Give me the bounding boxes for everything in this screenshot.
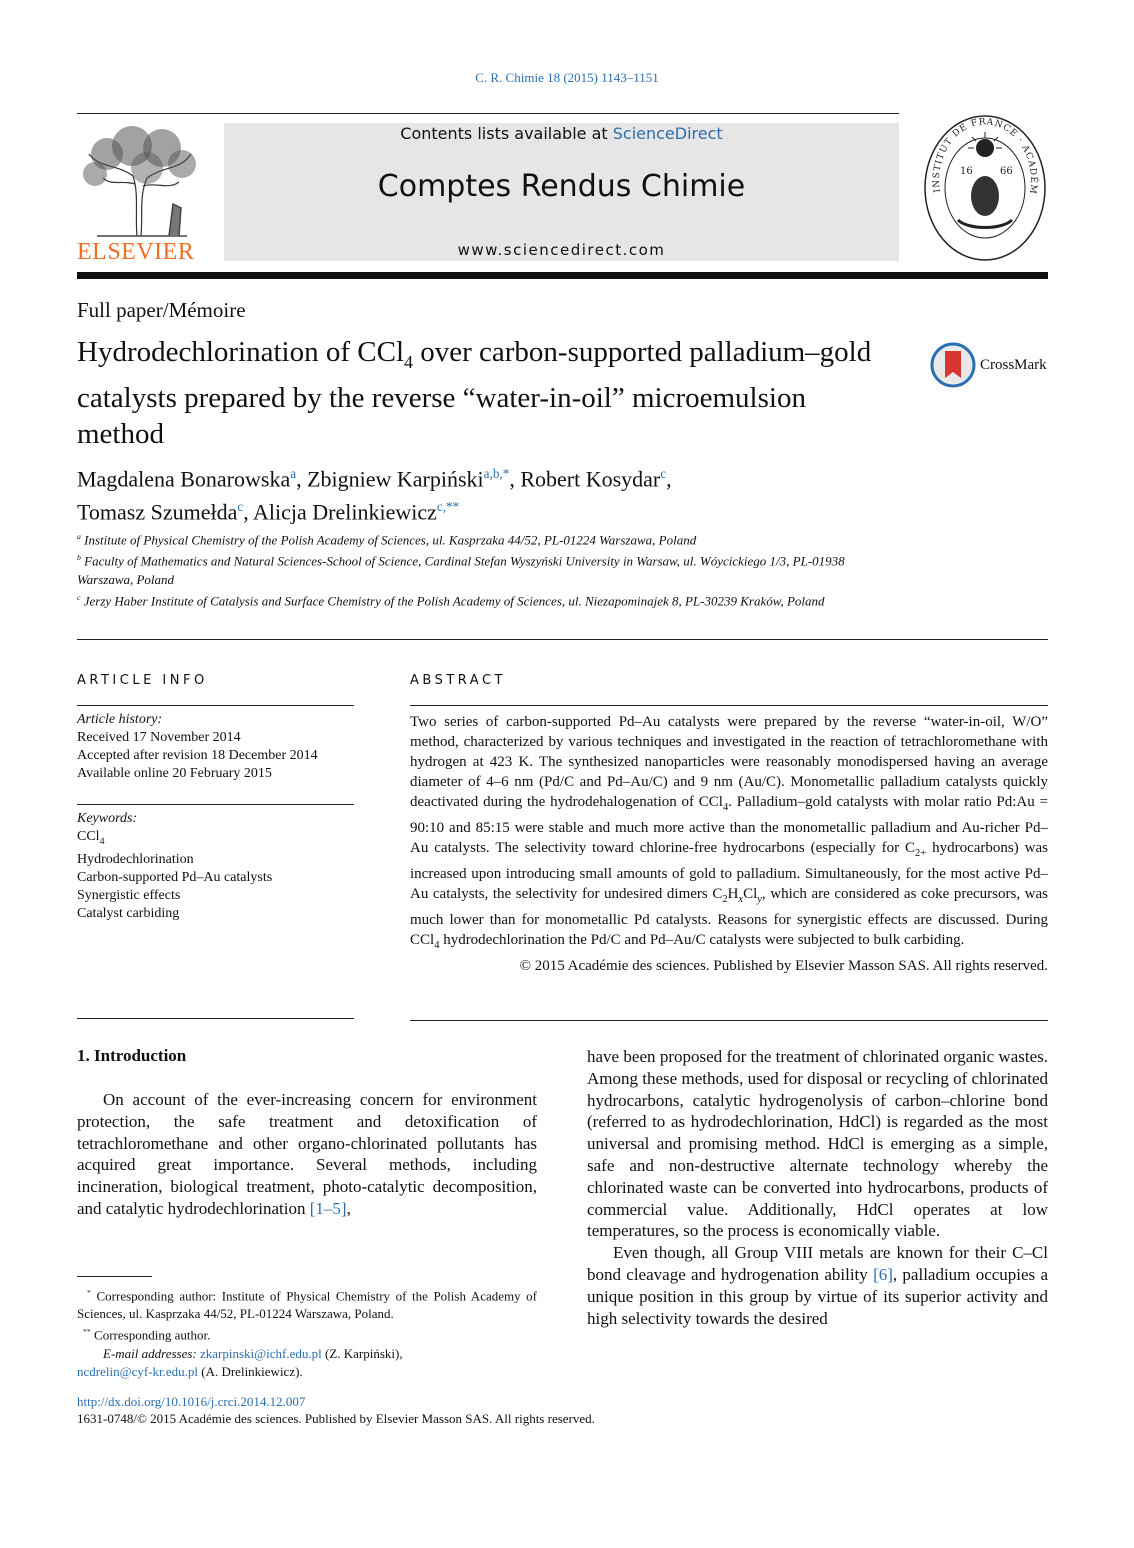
abstract-fragment: . Palladium–gold catalysts with molar ratio Pd:Au = 90:10 and 85:15 were stable and much more active than the monometallic palladium and Au-richer Pd–Au catalysts. The selectivity toward chlorine-free hydrocarbons (especially for C	[410, 794, 1048, 856]
page-bottom	[77, 1393, 977, 1427]
email-label: E-mail addresses:	[103, 1345, 201, 1361]
journal-banner	[224, 123, 899, 261]
footnote-mark: *	[87, 1288, 91, 1297]
keyword: Catalyst carbiding	[77, 905, 180, 921]
keyword-ccl4: CCl$_4$	[77, 829, 105, 847]
header-divider	[77, 113, 899, 114]
subscript: y	[757, 894, 762, 905]
footnote-emails	[77, 1363, 537, 1381]
author-name[interactable]: Zbigniew Karpiński	[307, 466, 484, 492]
subscript: 2	[722, 894, 728, 905]
title-part-1: Hydrodechlorination of CCl	[77, 336, 405, 368]
article-info-bottom-rule	[77, 1018, 354, 1019]
footnote-mark: **	[83, 1327, 91, 1337]
abstract-fragment: Two series of carbon-supported Pd–Au catalysts were prepared by the reverse “water-in-oil, W/O” method, characterized by various techniques and investigated in the reaction of tetrachloromethane with hydrogen at 423 K. The synthesized nanoparticles were reasonably monodispersed having an average diameter of 4–6 nm (Pd/C and Pd–Au/C) and 9 nm (Au/C). Monometallic palladium catalysts quickly deactivated during the hydrodehalogenation of CCl	[410, 714, 1048, 810]
article-info-rule	[77, 705, 354, 706]
keyword: Carbon-supported Pd–Au catalysts	[77, 869, 273, 885]
received-date: Received 17 November 2014	[77, 730, 241, 745]
author-affiliation-mark[interactable]: c	[237, 499, 244, 515]
email-link[interactable]: zkarpinski@ichf.edu.pl	[200, 1345, 322, 1361]
crossmark-label: CrossMark	[980, 357, 1047, 373]
contents-line	[224, 124, 899, 143]
affiliation-label: a	[77, 532, 81, 541]
section-type: Full paper/Mémoire	[77, 298, 246, 322]
email-owner: (A. Drelinkiewicz).	[198, 1363, 303, 1379]
author-name[interactable]: Tomasz Szumełda	[77, 499, 238, 525]
elsevier-tree-icon	[77, 124, 202, 239]
author-list: Magdalena Bonarowska$^a$, Zbigniew Karpiński$^{a,b,*}$, Robert Kosydar$^c$, Tomasz Szumełda$^c$, Alicja Drelinkiewicz$^{c,**}$	[77, 466, 672, 525]
accepted-date: Accepted after revision 18 December 2014	[77, 748, 318, 763]
seal-inscription: INSTITUT DE FRANCE · ACADÉM	[931, 117, 1039, 196]
abstract-text	[410, 712, 1048, 956]
academy-seal	[920, 112, 1050, 264]
affiliation	[77, 589, 902, 610]
online-date: Available online 20 February 2015	[77, 766, 272, 781]
title-block-divider	[77, 639, 1048, 640]
title-subscript: 4	[404, 351, 413, 372]
intro-paragraph	[587, 1242, 1048, 1329]
citation-link[interactable]: [1–5]	[309, 1198, 347, 1218]
crossmark-badge[interactable]	[930, 342, 1055, 388]
abstract-heading: ABSTRACT	[410, 673, 506, 688]
keywords-label: Keywords:	[77, 811, 138, 826]
intro-right-column	[587, 1046, 1048, 1329]
abstract-rule	[410, 705, 1048, 706]
affiliations	[77, 528, 902, 610]
seal-year-left: 16	[960, 166, 973, 177]
keywords	[77, 810, 357, 923]
intro-text: On account of the ever-increasing concern for environment protection, the safe treatment and detoxification of tetrachloromethane and other organo-chlorinated pollutants has acquired great importance. Several methods, including incineration, biological treatment, photo-catalytic decomposition, and catalytic hydrodechlorination	[77, 1090, 537, 1218]
sciencedirect-link[interactable]: ScienceDirect	[612, 124, 723, 143]
intro-text: Even though, all Group VIII metals are known for their C–Cl bond cleavage and hydrogenation ability	[587, 1243, 1048, 1284]
abstract-fragment: H	[727, 886, 739, 902]
footnote	[77, 1323, 537, 1344]
header-thick-rule	[77, 272, 1048, 279]
abstract-fragment: hydrocarbons) was increased upon introducing small amounts of gold to palladium. Simultaneously, for the most active Pd–Au catalysts, the selectivity for undesired dimers C	[410, 840, 1048, 902]
elsevier-wordmark: ELSEVIER	[77, 239, 195, 265]
author-affiliation-mark[interactable]: a,b,*	[483, 466, 510, 481]
subscript: 4	[434, 940, 440, 951]
journal-reference[interactable]: C. R. Chimie 18 (2015) 1143–1151	[475, 70, 659, 85]
abstract-body	[410, 712, 1048, 976]
affiliation-text: Jerzy Haber Institute of Catalysis and Surface Chemistry of the Polish Academy of Sciences, ul. Niezapominajek 8, PL-30239 Kraków, Poland	[83, 592, 825, 608]
intro-left-column	[77, 1089, 537, 1220]
journal-title: Comptes Rendus Chimie	[377, 169, 746, 204]
author-name[interactable]: Robert Kosydar	[520, 466, 661, 492]
footnote-emails	[77, 1345, 537, 1363]
issn-line: 1631-0748/© 2015 Académie des sciences. Published by Elsevier Masson SAS. All rights reserved.	[77, 1411, 595, 1426]
intro-paragraph: On account of the ever-increasing concern for environment protection, the safe treatment and detoxification of tetrachloromethane and other organo-chlorinated pollutants has acquired great importance. Several methods, including incineration, biological treatment, photo-catalytic decomposition, and catalytic hydrodechlorination [1–5],	[77, 1090, 537, 1218]
crossmark-icon	[930, 342, 976, 388]
abstract-fragment: Cl	[743, 886, 758, 902]
keywords-rule	[77, 804, 354, 805]
academy-seal-icon	[920, 112, 1050, 264]
author-affiliation-mark[interactable]: c,**	[436, 499, 460, 515]
affiliation	[77, 528, 902, 549]
author-name[interactable]: Alicja Drelinkiewicz	[253, 499, 437, 525]
keyword: Synergistic effects	[77, 887, 181, 903]
author-affiliation-mark[interactable]: a	[290, 466, 297, 481]
journal-url[interactable]: www.sciencedirect.com	[457, 241, 666, 259]
history-label: Article history:	[77, 712, 163, 727]
seal-year-right: 66	[1000, 166, 1013, 177]
article-info-heading: ARTICLE INFO	[77, 673, 208, 688]
citation-link[interactable]: [6]	[873, 1264, 893, 1284]
email-owner: (Z. Karpiński),	[321, 1345, 403, 1361]
article-title	[77, 334, 877, 452]
contents-prefix: Contents lists available at	[400, 124, 613, 143]
subscript: x	[738, 894, 744, 905]
keyword: Hydrodechlorination	[77, 851, 194, 867]
author-name[interactable]: Magdalena Bonarowska	[77, 466, 291, 492]
affiliation-label: c	[77, 592, 81, 602]
title-part-2: over carbon-supported palladium–gold catalysts prepared by the reverse “water-in-oil” microemulsion method	[77, 336, 872, 450]
affiliation-text: Institute of Physical Chemistry of the Polish Academy of Sciences, ul. Kasprzaka 44/52, PL-01224 Warszawa, Poland	[84, 532, 697, 548]
footnotes	[77, 1284, 537, 1381]
footnote-text: Corresponding author.	[94, 1327, 211, 1343]
email-link[interactable]: ncdrelin@cyf-kr.edu.pl	[77, 1363, 198, 1379]
abstract-copyright: © 2015 Académie des sciences. Published by Elsevier Masson SAS. All rights reserved.	[519, 958, 1048, 974]
abstract-bottom-rule	[410, 1020, 1048, 1021]
author-affiliation-mark[interactable]: c	[660, 466, 667, 481]
introduction-heading: 1. Introduction	[77, 1046, 187, 1065]
abstract-fragment: , which are considered as coke precursors, was much lower than for monometallic Pd catalysts. Reasons for synergistic effects are discussed. During CCl	[410, 886, 1048, 948]
subscript: 2+	[915, 848, 927, 859]
footnote-rule	[77, 1276, 152, 1277]
subscript: 4	[722, 802, 729, 813]
doi-link[interactable]: http://dx.doi.org/10.1016/j.crci.2014.12.007	[77, 1394, 306, 1409]
intro-paragraph: have been proposed for the treatment of chlorinated organic wastes. Among these methods, used for disposal or recycling of chlorinated hydrocarbons, catalytic hydrogenolysis of carbon–chlorine bond (referred to as hydrodechlorination, HdCl) is regarded as the most universal and promising method. HdCl is emerging as a simple, safe and non-destructive alternate technology whereby the chlorinated waste can be converted into hydrocarbons, products of commercial value. Additionally, HdCl operates at low temperatures, so the process is economically viable.	[587, 1047, 1048, 1241]
affiliation-label: b	[77, 553, 81, 563]
intro-text: , palladium occupies a unique position in this group by virtue of its superior activity and high selectivity towards the desired	[587, 1264, 1048, 1328]
affiliation-text: Faculty of Mathematics and Natural Sciences-School of Science, Cardinal Stefan Wyszyński University in Warsaw, ul. Wóycickiego 1/3, PL-01938 Warszawa, Poland	[77, 553, 845, 587]
abstract-fragment: hydrodechlorination the Pd/C and Pd–Au/C catalysts were subjected to bulk carbiding.	[439, 932, 965, 948]
footnote	[77, 1284, 537, 1323]
footnote-text: Corresponding author: Institute of Physical Chemistry of the Polish Academy of Sciences, ul. Kasprzaka 44/52, PL-01224 Warszawa, Poland.	[77, 1288, 538, 1322]
affiliation	[77, 549, 902, 588]
article-history	[77, 711, 357, 783]
